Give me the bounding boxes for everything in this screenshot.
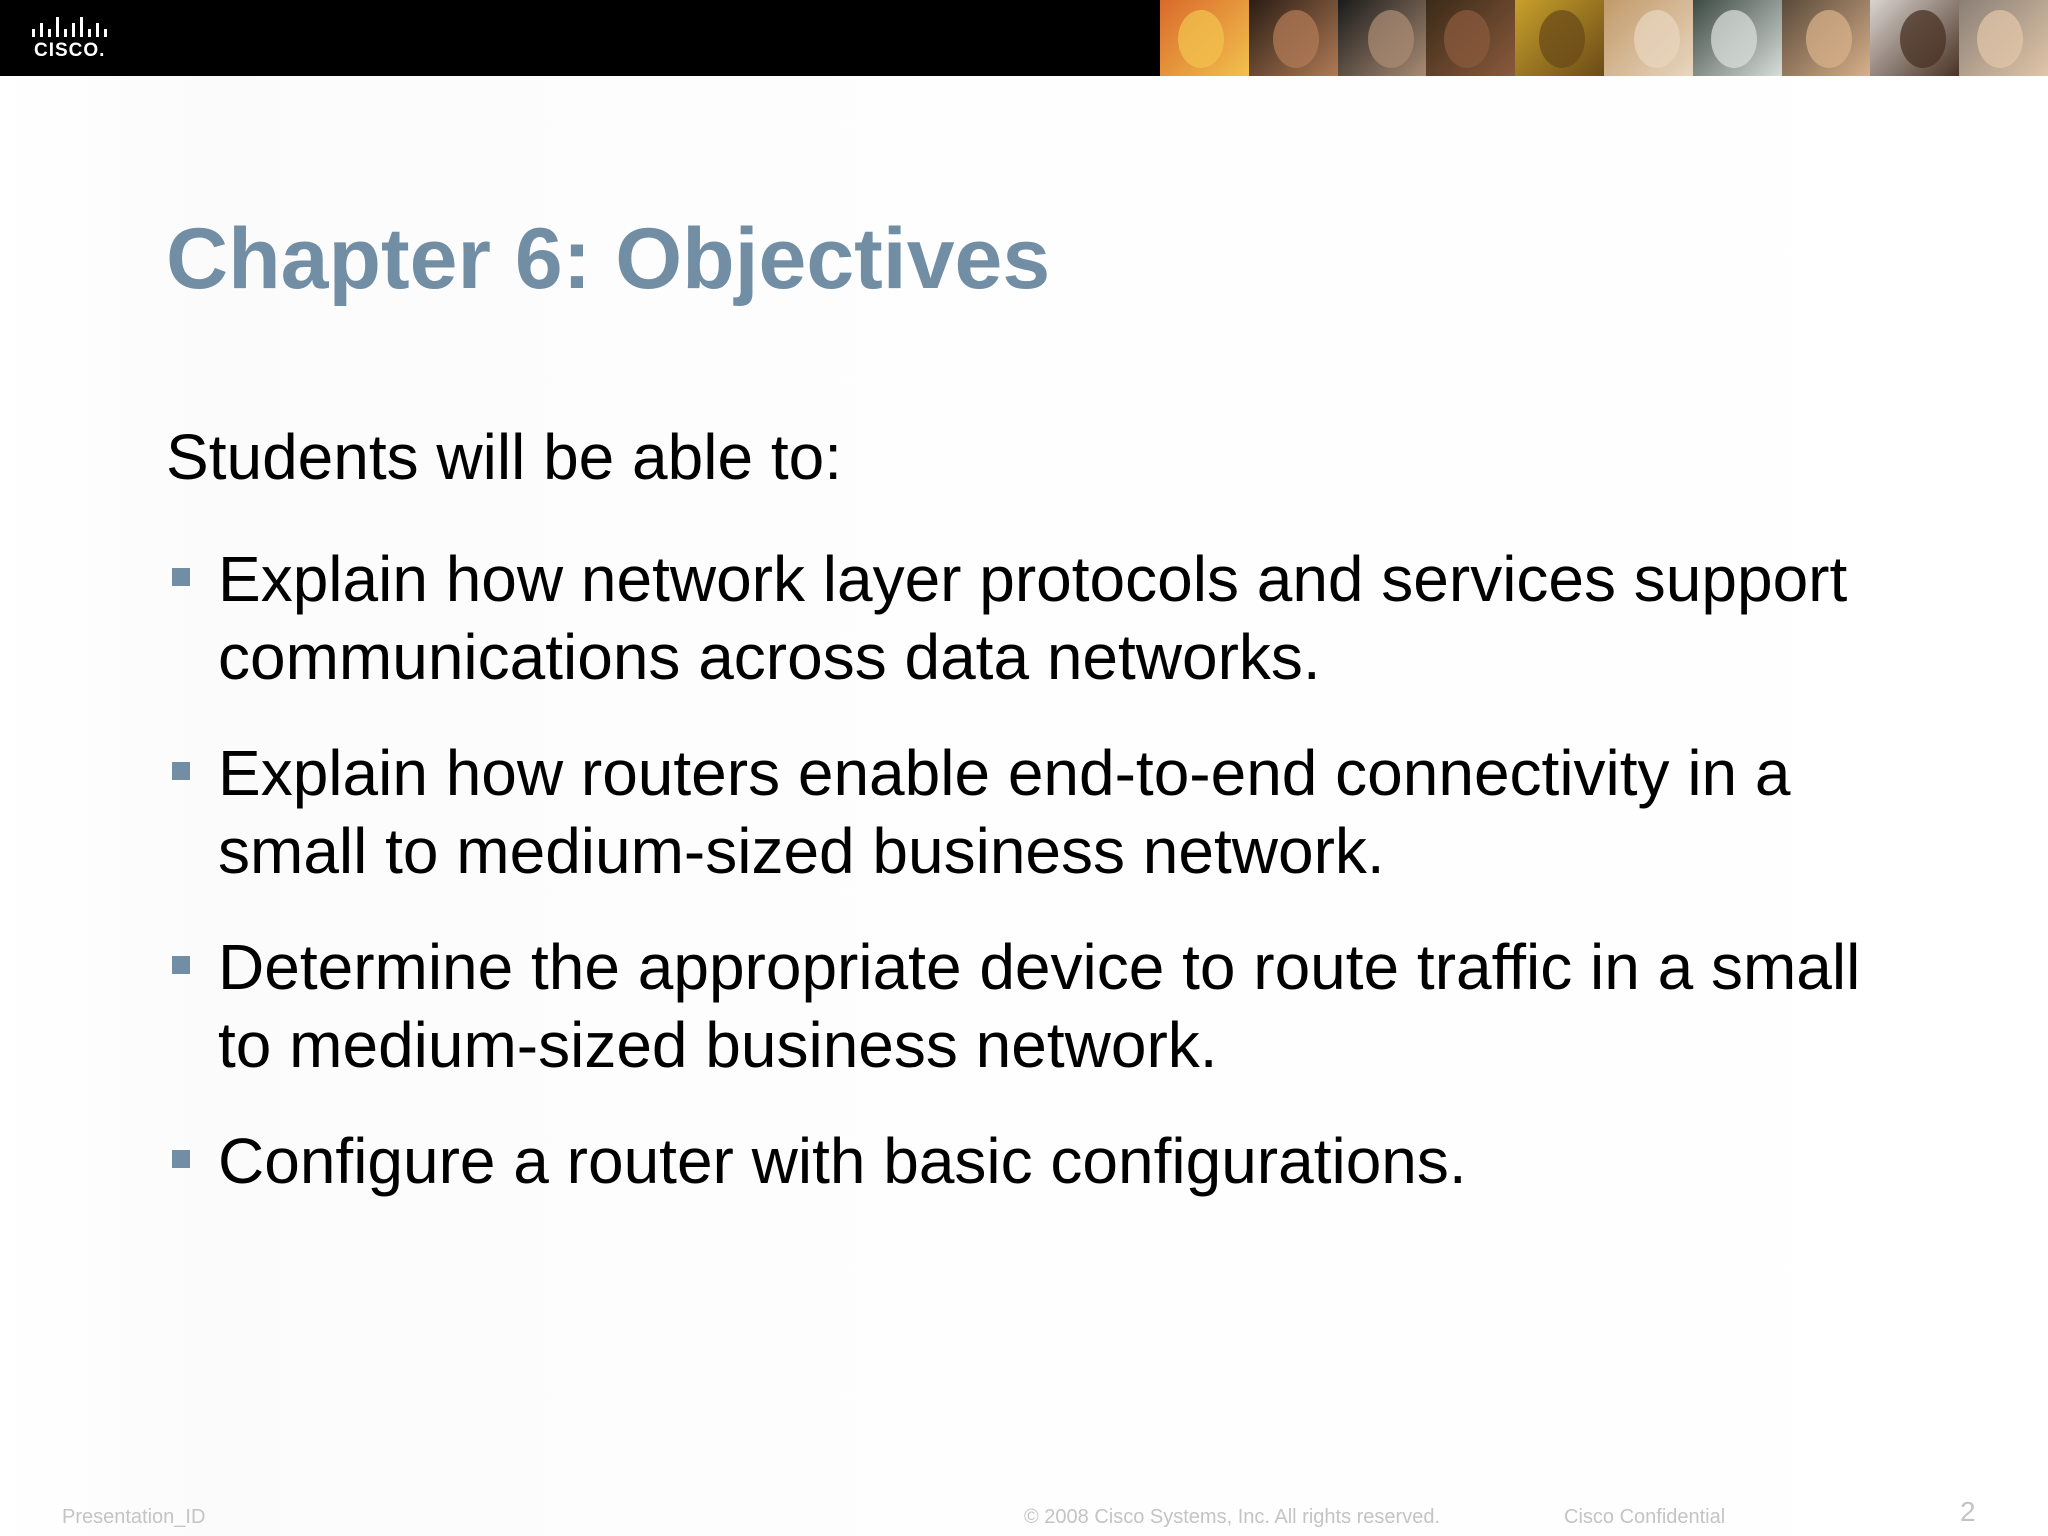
photo-circuit bbox=[1515, 0, 1604, 76]
square-bullet-icon bbox=[172, 956, 190, 974]
photo-subject bbox=[1539, 10, 1585, 68]
objective-text: Explain how network layer protocols and services support communications across data networks. bbox=[218, 543, 1848, 693]
cisco-bridge-icon bbox=[30, 16, 114, 42]
footer-presentation-id: Presentation_ID bbox=[62, 1506, 206, 1528]
photo-abstract-art bbox=[1160, 0, 1249, 76]
photo-subject bbox=[1273, 10, 1319, 68]
photo-person-headscarf bbox=[1604, 0, 1693, 76]
photo-subject bbox=[1178, 10, 1224, 68]
header-photo-strip bbox=[1160, 0, 2048, 76]
objective-item bbox=[166, 734, 1926, 890]
header-bar bbox=[0, 0, 2048, 76]
photo-young-woman bbox=[1782, 0, 1871, 76]
photo-subject bbox=[1634, 10, 1680, 68]
photo-woman bbox=[1249, 0, 1338, 76]
square-bullet-icon bbox=[172, 762, 190, 780]
photo-subject bbox=[1711, 10, 1757, 68]
cisco-logo bbox=[30, 16, 114, 62]
slide-intro: Students will be able to: bbox=[166, 421, 842, 493]
square-bullet-icon bbox=[172, 568, 190, 586]
photo-subject bbox=[1368, 10, 1414, 68]
objective-text: Configure a router with basic configurations. bbox=[218, 1125, 1467, 1197]
objective-text: Determine the appropriate device to route traffic in a small to medium-sized business network. bbox=[218, 931, 1861, 1081]
slide-title: Chapter 6: Objectives bbox=[166, 211, 1051, 307]
objective-item bbox=[166, 540, 1926, 696]
footer-copyright: © 2008 Cisco Systems, Inc. All rights reserved. bbox=[1024, 1506, 1441, 1528]
photo-subject bbox=[1900, 10, 1946, 68]
photo-subject bbox=[1444, 10, 1490, 68]
photo-man-thinking bbox=[1338, 0, 1427, 76]
photo-man-cap bbox=[1959, 0, 2048, 76]
objective-item bbox=[166, 1122, 1926, 1200]
objective-text: Explain how routers enable end-to-end connectivity in a small to medium-sized business network. bbox=[218, 737, 1791, 887]
photo-subject bbox=[1977, 10, 2023, 68]
photo-man bbox=[1870, 0, 1959, 76]
page-number: 2 bbox=[1960, 1496, 1976, 1527]
objectives-list bbox=[166, 540, 1926, 1238]
cisco-wordmark: CISCO. bbox=[34, 40, 106, 61]
photo-student bbox=[1426, 0, 1515, 76]
objective-item bbox=[166, 928, 1926, 1084]
square-bullet-icon bbox=[172, 1150, 190, 1168]
footer-confidential: Cisco Confidential bbox=[1564, 1506, 1726, 1528]
photo-whiteboard bbox=[1693, 0, 1782, 76]
photo-subject bbox=[1806, 10, 1852, 68]
